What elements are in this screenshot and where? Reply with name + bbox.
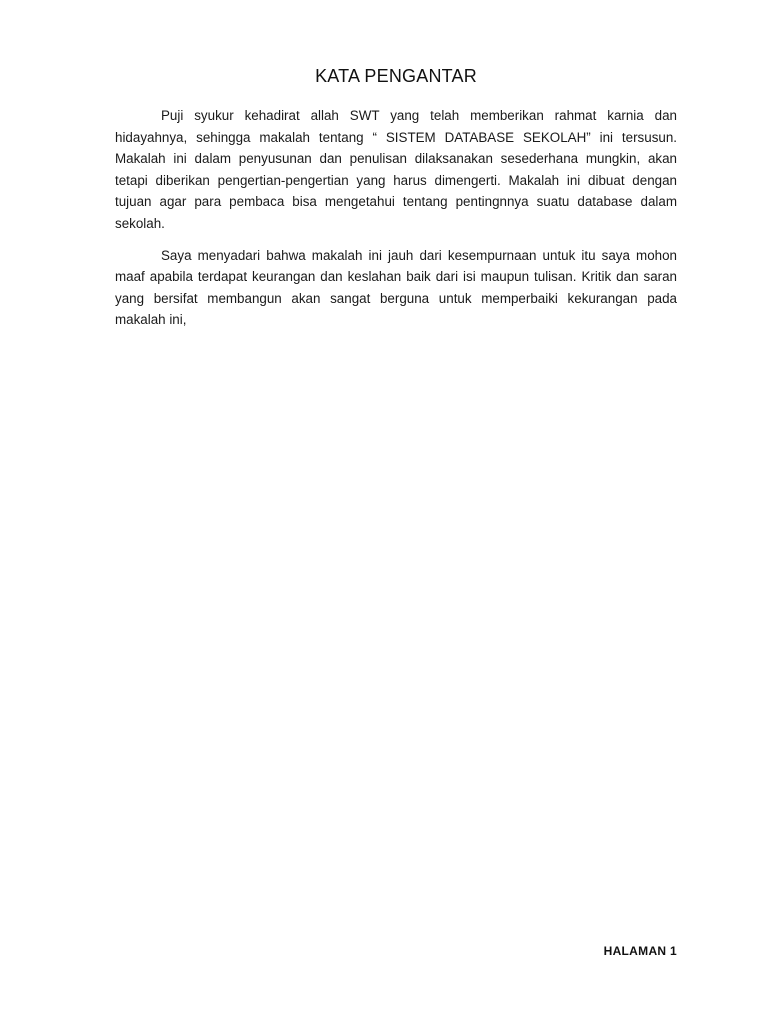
document-body — [115, 105, 677, 341]
paragraph-2: Saya menyadari bahwa makalah ini jauh dari kesempurnaan untuk itu saya mohon maaf apabila terdapat keurangan dan keslahan baik dari isi maupun tulisan. Kritik dan saran yang bersifat membangun akan sangat berguna untuk memperbaiki kekurangan pada makalah ini, — [115, 247, 677, 328]
paragraph-1: Puji syukur kehadirat allah SWT yang telah memberikan rahmat karnia dan hidayahnya, sehingga makalah tentang “ SISTEM DATABASE SEKOLAH” ini tersusun. Makalah ini dalam penyusunan dan penulisan dilaksanakan sesederhana mungkin, akan tetapi diberikan pengertian-pengertian yang harus dimengerti. Makalah ini dibuat dengan tujuan agar para pembaca bisa mengetahui tentang pentingnnya suatu database dalam sekolah. — [115, 108, 677, 231]
page-title: KATA PENGANTAR — [315, 66, 477, 86]
page-number-footer: HALAMAN 1 — [603, 944, 677, 958]
